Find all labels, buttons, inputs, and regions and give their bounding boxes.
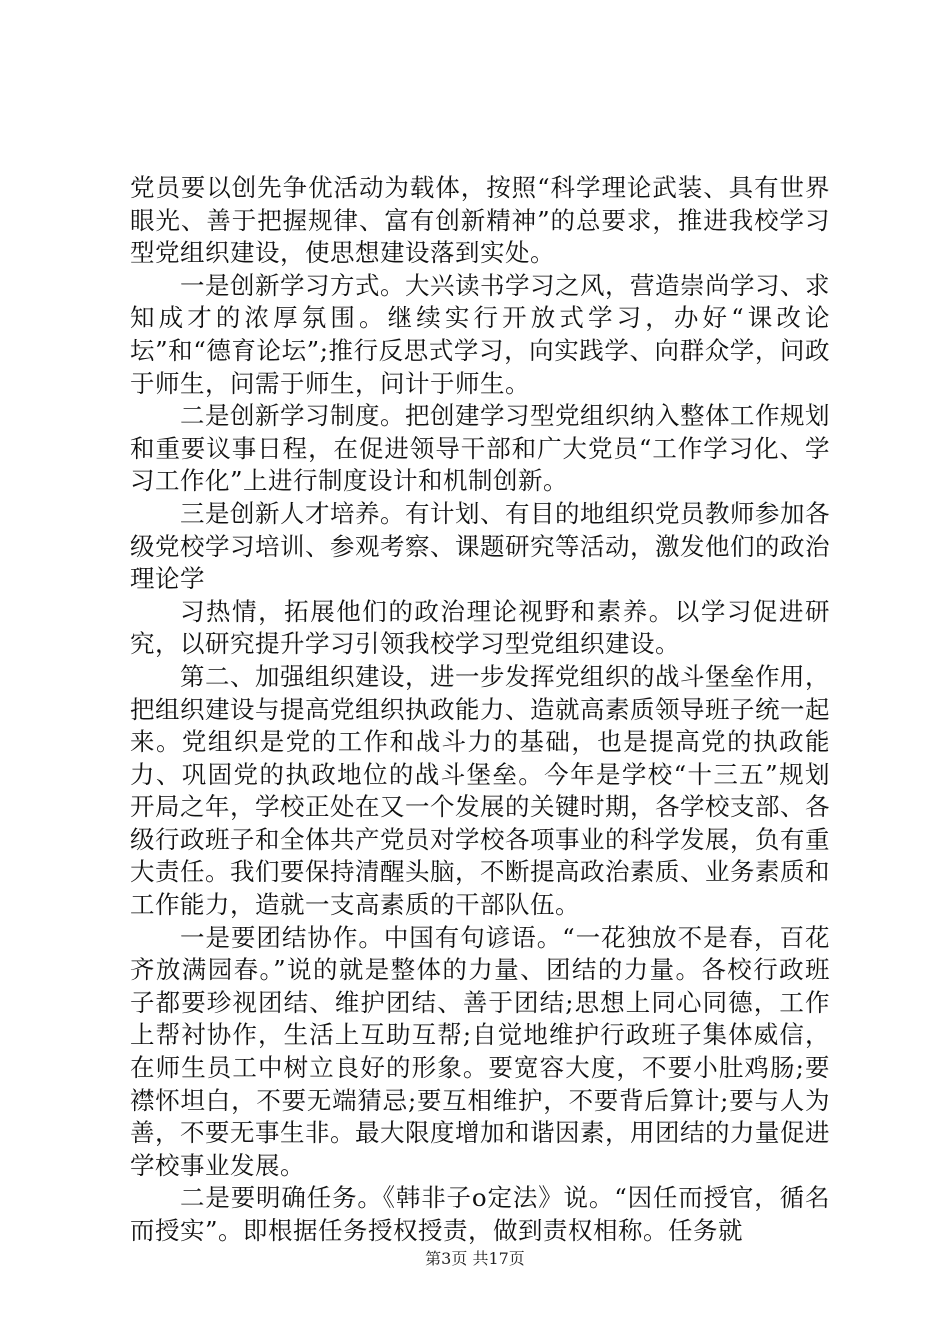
paragraph-6: 第二、加强组织建设，进一步发挥党组织的战斗堡垒作用，把组织建设与提高党组织执政能力、造就高素质领导班子统一起来。党组织是党的工作和战斗力的基础，也是提高党的执政能力、巩固党的执政地位的战斗堡垒。今年是学校“十三五”规划开局之年，学校正处在又一个发展的关键时期，各学校支部、各级行政班子和全体共产党员对学校各项事业的科学发展，负有重大责任。我们要保持清醒头脑，不断提高政治素质、业务素质和工作能力，造就一支高素质的干部队伍。 xyxy=(130,661,830,920)
paragraph-5: 习热情，拓展他们的政治理论视野和素养。以学习促进研究，以研究提升学习引领我校学习型党组织建设。 xyxy=(130,596,830,659)
paragraph-4: 三是创新人才培养。有计划、有目的地组织党员教师参加各级党校学习培训、参观考察、课题研究等活动，激发他们的政治理论学 xyxy=(130,498,830,594)
page-footer xyxy=(0,1246,950,1269)
paragraph-7: 一是要团结协作。中国有句谚语。“一花独放不是春，百花齐放满园春。”说的就是整体的力量、团结的力量。各校行政班子都要珍视团结、维护团结、善于团结;思想上同心同德，工作上帮衬协作，生活上互助互帮;自觉地维护行政班子集体威信，在师生员工中树立良好的形象。要宽容大度，不要小肚鸡肠;要襟怀坦白，不要无端猜忌;要互相维护，不要背后算计;要与人为善，不要无事生非。最大限度增加和谐因素，用团结的力量促进学校事业发展。 xyxy=(130,922,830,1180)
paragraph-2: 一是创新学习方式。大兴读书学习之风，营造崇尚学习、求知成才的浓厚氛围。继续实行开放式学习，办好“课改论坛”和“德育论坛”;推行反思式学习，向实践学、向群众学，问政于师生，问需于师生，问计于师生。 xyxy=(130,270,830,398)
paragraph-8: 二是要明确任务。《韩非子ο定法》说。“因任而授官，循名而授实”。即根据任务授权授责，做到责权相称。任务就 xyxy=(130,1183,830,1245)
document-body xyxy=(130,172,830,1248)
page-number-label: 第3页 共17页 xyxy=(425,1249,525,1268)
paragraph-1: 党员要以创先争优活动为载体，按照“科学理论武装、具有世界眼光、善于把握规律、富有创新精神”的总要求，推进我校学习型党组织建设，使思想建设落到实处。 xyxy=(130,173,830,268)
paragraph-3: 二是创新学习制度。把创建学习型党组织纳入整体工作规划和重要议事日程，在促进领导干部和广大党员“工作学习化、学习工作化”上进行制度设计和机制创新。 xyxy=(130,401,830,496)
